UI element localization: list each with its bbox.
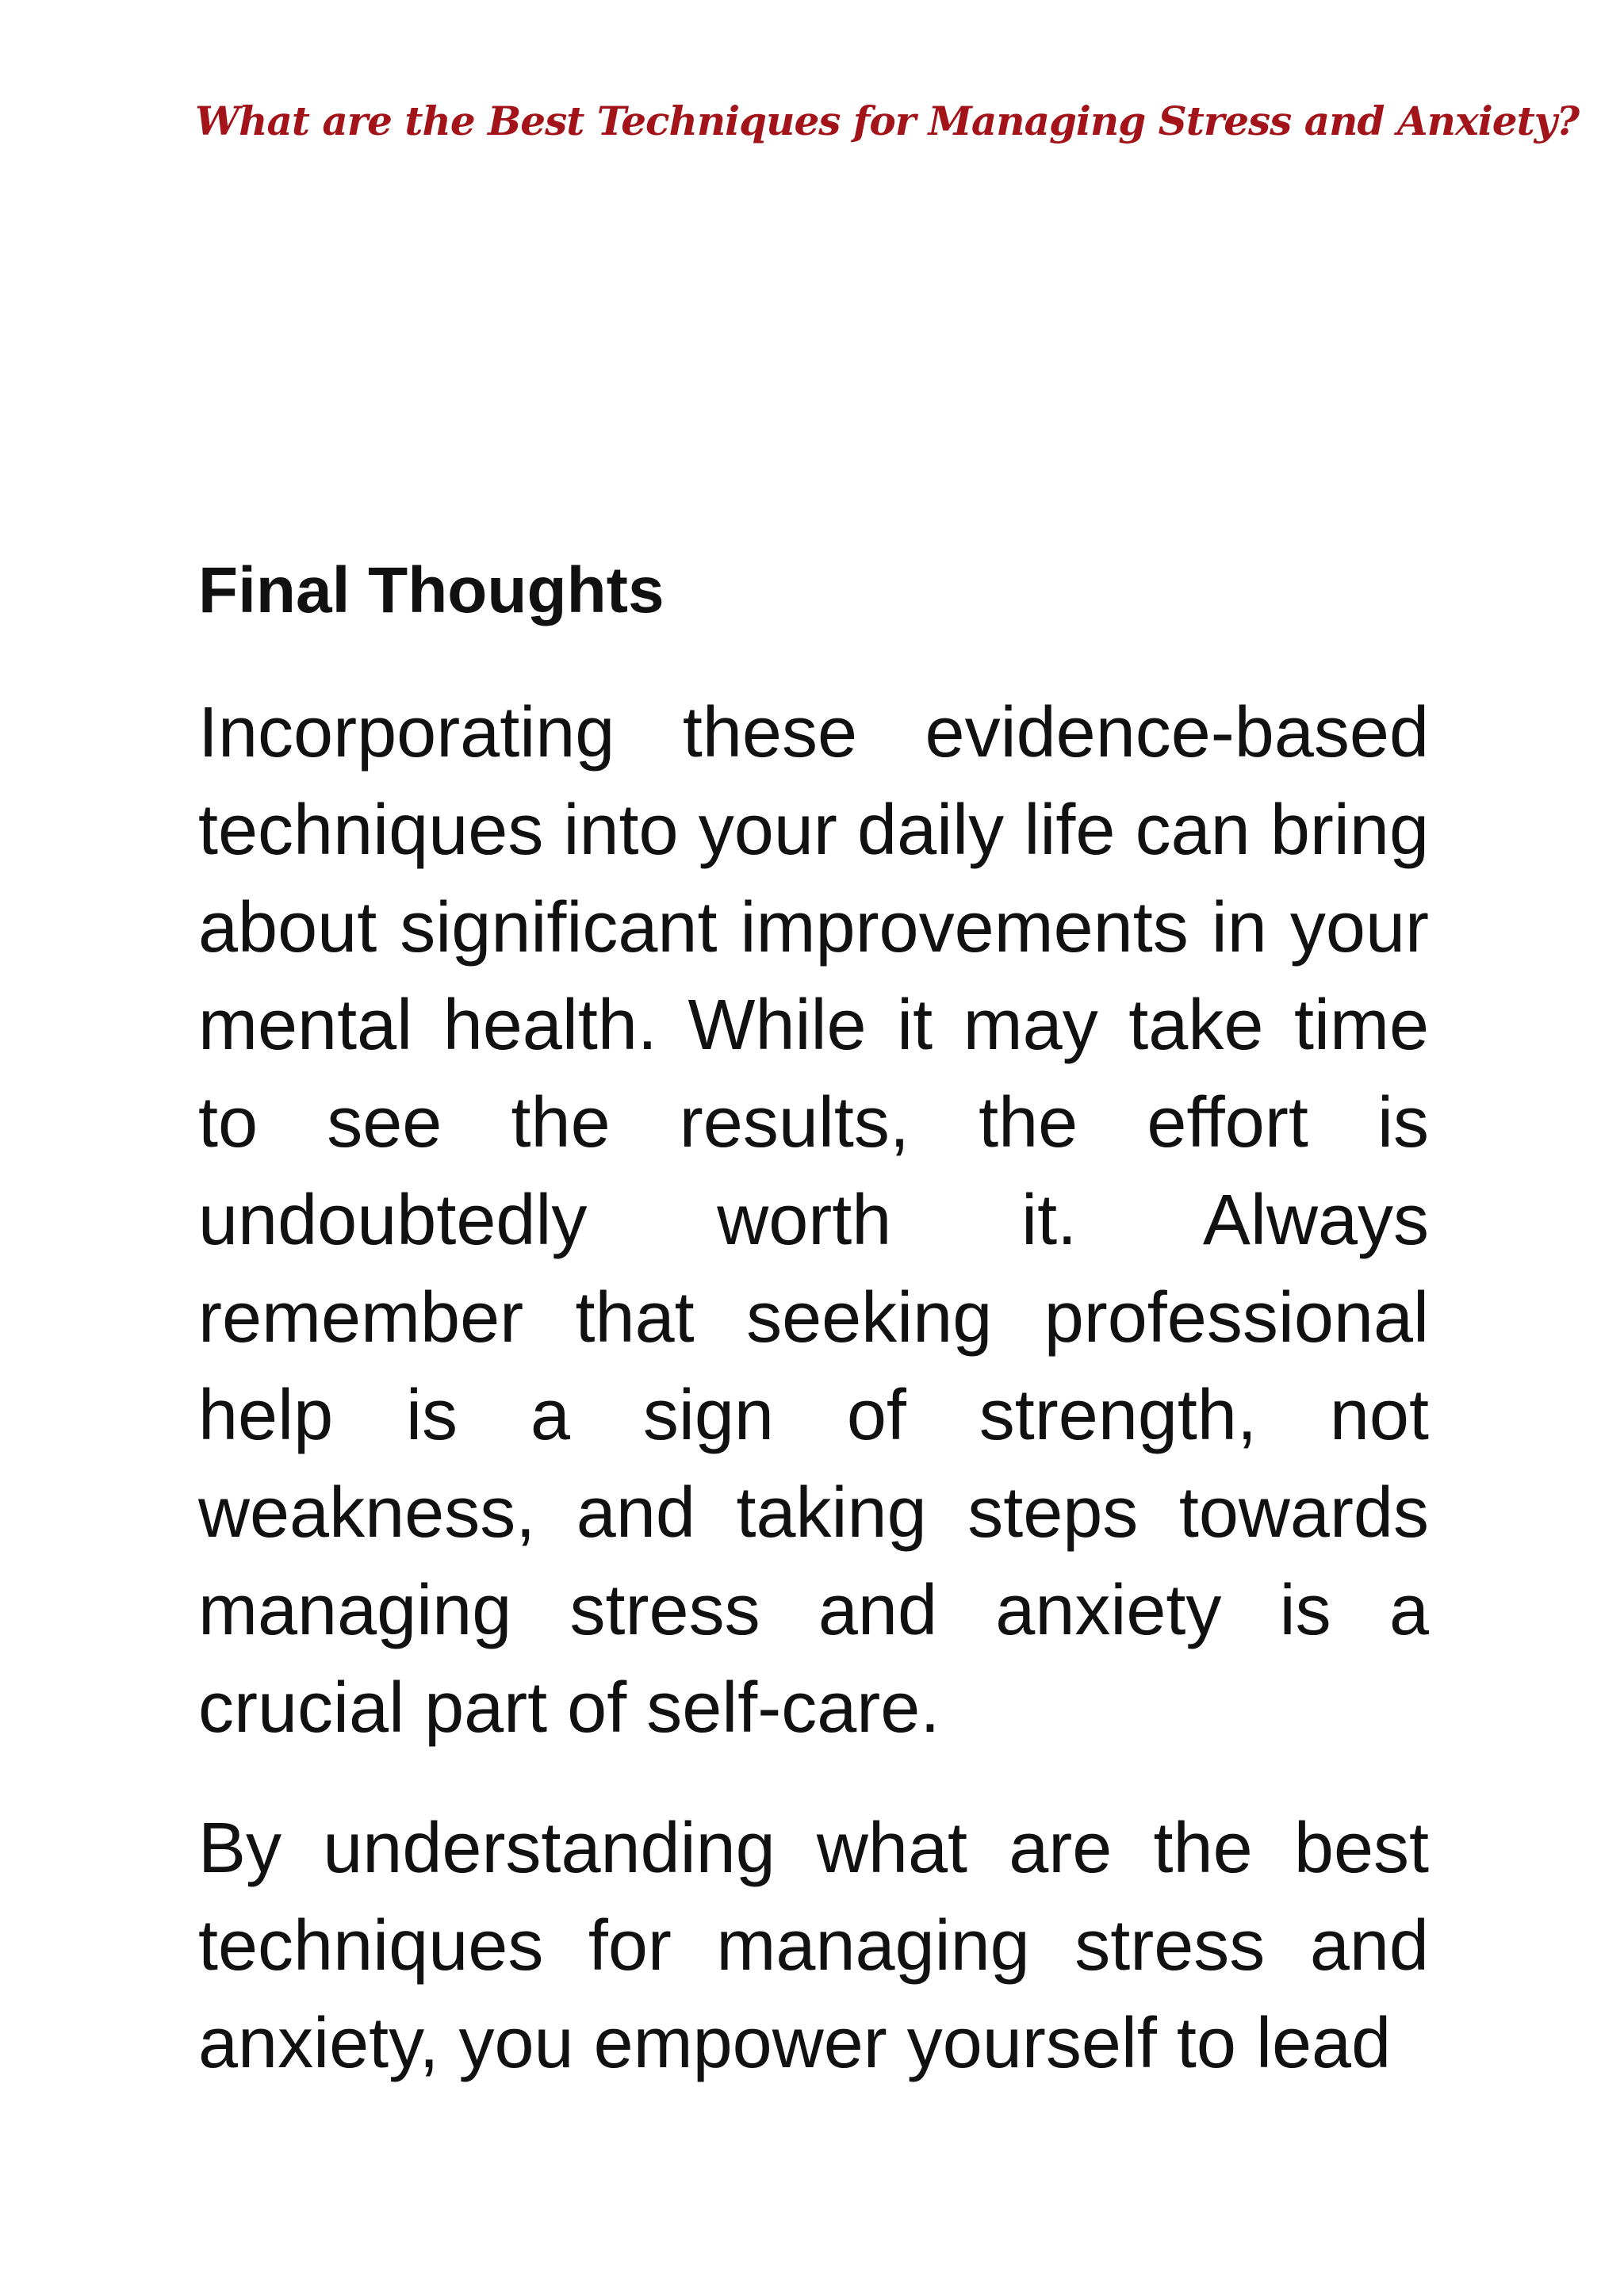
- body-paragraph-2: By understanding what are the best techniques for managing stress and anxiety, you empower yourself to lead: [198, 1809, 1429, 2083]
- page-content: [198, 547, 1429, 2135]
- section-heading: Final Thoughts: [198, 554, 665, 626]
- body-paragraph-1: Incorporating these evidence-based techniques into your daily life can bring about significant improvements in your mental health. While it may take time to see the results, the effort is undoubtedly worth it. Always remember that seeking professional help is a sign of strength, not weakness, and taking steps towards managing stress and anxiety is a crucial part of self-care.: [198, 693, 1429, 1748]
- running-header-title: What are the Best Techniques for Managing Stress and Anxiety?: [195, 98, 1580, 144]
